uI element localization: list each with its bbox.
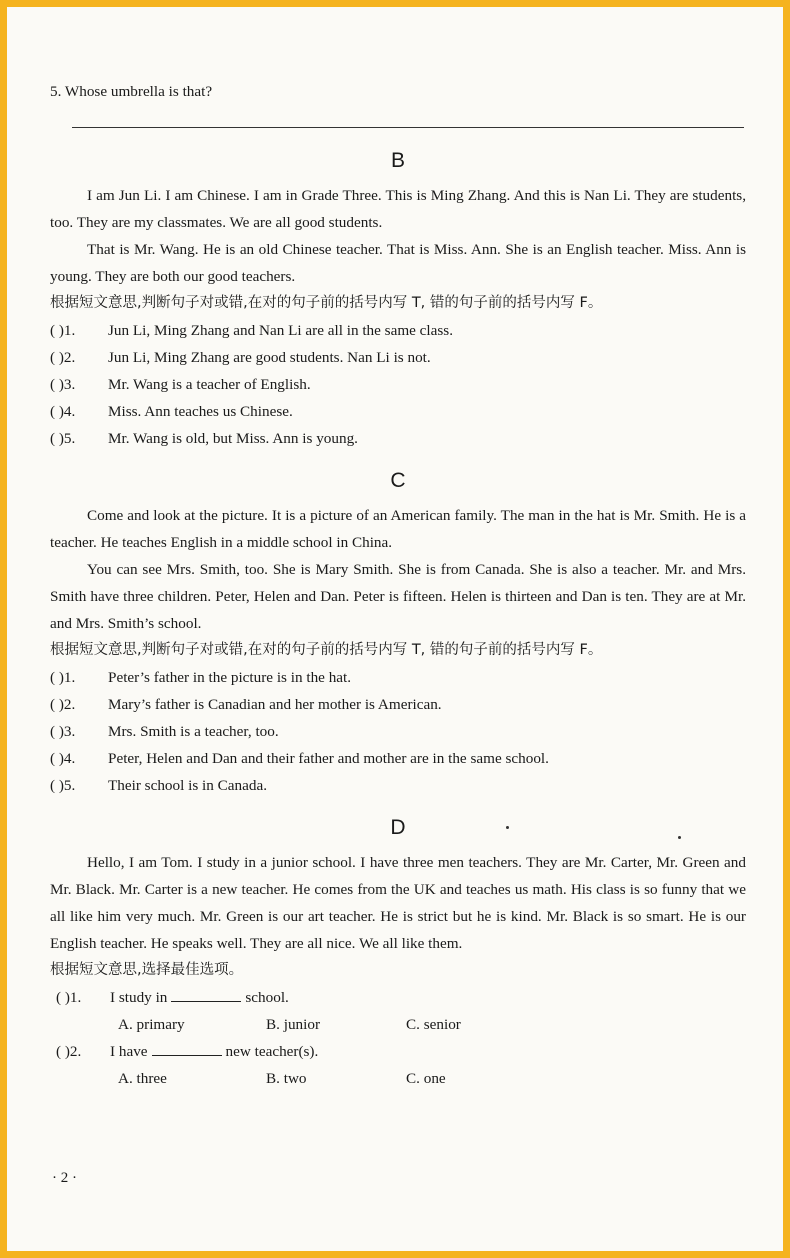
question-text: [110, 984, 289, 1011]
question-text-after: new teacher(s).: [225, 1043, 319, 1060]
section-b-item-1: [50, 317, 746, 344]
section-d-question-2: [50, 1038, 746, 1065]
section-b-item-3: [50, 371, 746, 398]
section-d-question-1: [50, 984, 746, 1011]
item-text: Mary’s father is Canadian and her mother is American.: [108, 696, 442, 713]
option-b[interactable]: B. two: [266, 1070, 307, 1087]
item-text: Peter’s father in the picture is in the hat.: [108, 669, 352, 686]
section-c-paragraph-1: Come and look at the picture. It is a picture of an American family. The man in the hat is Mr. Smith. He is a teacher. He teaches English in a middle school in China.: [50, 507, 746, 551]
section-d-heading: D: [390, 816, 406, 839]
option-c[interactable]: C. one: [406, 1070, 446, 1087]
section-c-item-5: [50, 772, 746, 799]
answer-paren[interactable]: ( )2.: [50, 349, 76, 366]
answer-paren[interactable]: ( )3.: [50, 723, 76, 740]
answer-paren[interactable]: ( )5.: [50, 777, 76, 794]
section-c-item-1: [50, 664, 746, 691]
section-c-item-2: [50, 691, 746, 718]
worksheet-content: [50, 78, 746, 1092]
section-b-heading: B: [390, 149, 405, 172]
section-d-paragraph: Hello, I am Tom. I study in a junior school. I have three men teachers. They are Mr. Carter, Mr. Green and Mr. Black. Mr. Carter is a new teacher. He comes from the UK and teaches us math. His class is so funny that we all like him very much. Mr. Green is our art teacher. He is strict but he is kind. Mr. Black is so smart. He is our English teacher. He speaks well. They are all nice. We all like them.: [50, 854, 746, 952]
item-text: Mr. Wang is old, but Miss. Ann is young.: [108, 430, 358, 447]
answer-paren[interactable]: ( )5.: [50, 430, 76, 447]
item-text: Peter, Helen and Dan and their father and mother are in the same school.: [108, 750, 549, 767]
answer-paren[interactable]: ( )2.: [50, 696, 76, 713]
section-b-instruction: 根据短文意思,判断句子对或错,在对的句子前的括号内写 T, 错的句子前的括号内写 F。: [50, 295, 603, 311]
option-a[interactable]: A. primary: [118, 1016, 185, 1033]
option-b[interactable]: B. junior: [266, 1016, 321, 1033]
answer-paren[interactable]: ( )1.: [56, 989, 82, 1006]
answer-line[interactable]: [72, 127, 744, 128]
section-c-item-4: [50, 745, 746, 772]
section-c-instruction: 根据短文意思,判断句子对或错,在对的句子前的括号内写 T, 错的句子前的括号内写 F。: [50, 642, 603, 658]
item-text: Their school is in Canada.: [108, 777, 268, 794]
item-text: Mr. Wang is a teacher of English.: [108, 376, 311, 393]
item-text: Miss. Ann teaches us Chinese.: [108, 403, 293, 420]
fill-blank[interactable]: [171, 987, 241, 1002]
answer-paren[interactable]: ( )2.: [56, 1043, 82, 1060]
item-text: Jun Li, Ming Zhang are good students. Nan Li is not.: [108, 349, 431, 366]
section-d-instruction: 根据短文意思,选择最佳选项。: [50, 962, 244, 978]
question-1-options: [50, 1011, 746, 1038]
section-b-paragraph-2: That is Mr. Wang. He is an old Chinese teacher. That is Miss. Ann. She is an English teacher. Miss. Ann is young. They are both our good teachers.: [50, 241, 746, 285]
print-speck: [678, 836, 681, 839]
option-a[interactable]: A. three: [118, 1070, 167, 1087]
question-text: [110, 1038, 318, 1065]
question-5: 5. Whose umbrella is that?: [50, 83, 213, 100]
question-text-after: school.: [245, 989, 289, 1006]
option-c[interactable]: C. senior: [406, 1016, 461, 1033]
answer-paren[interactable]: ( )1.: [50, 669, 76, 686]
item-text: Jun Li, Ming Zhang and Nan Li are all in the same class.: [108, 322, 454, 339]
fill-blank[interactable]: [152, 1041, 222, 1056]
print-speck: [506, 826, 509, 829]
section-b-item-2: [50, 344, 746, 371]
question-text-before: I have: [110, 1043, 148, 1060]
answer-paren[interactable]: ( )3.: [50, 376, 76, 393]
answer-paren[interactable]: ( )1.: [50, 322, 76, 339]
answer-paren[interactable]: ( )4.: [50, 403, 76, 420]
section-b-item-5: [50, 425, 746, 452]
section-c-paragraph-2: You can see Mrs. Smith, too. She is Mary Smith. She is from Canada. She is also a teacher. Mr. and Mrs. Smith have three children. Peter, Helen and Dan. Peter is fifteen. Helen is thirteen and Dan is ten. They are at Mr. and Mrs. Smith’s school.: [50, 561, 746, 632]
page-number: · 2 ·: [52, 1170, 77, 1186]
section-b-paragraph-1: I am Jun Li. I am Chinese. I am in Grade Three. This is Ming Zhang. And this is Nan Li. They are students, too. They are my classmates. We are all good students.: [50, 187, 746, 231]
section-b-item-4: [50, 398, 746, 425]
section-c-heading: C: [390, 469, 406, 492]
item-text: Mrs. Smith is a teacher, too.: [108, 723, 279, 740]
question-text-before: I study in: [110, 989, 168, 1006]
answer-paren[interactable]: ( )4.: [50, 750, 76, 767]
section-c-item-3: [50, 718, 746, 745]
question-2-options: [50, 1065, 746, 1092]
